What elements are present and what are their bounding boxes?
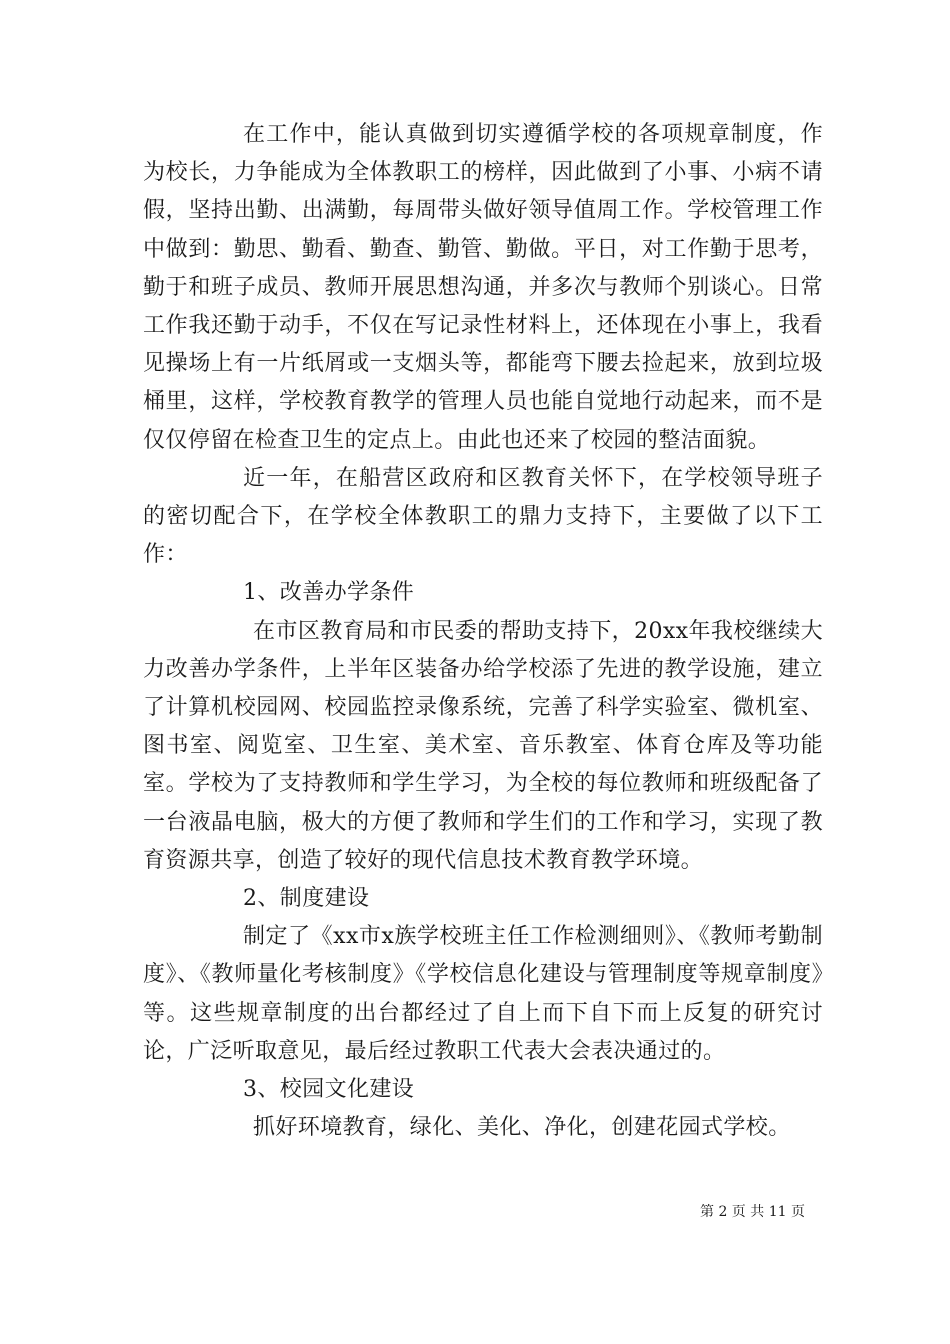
paragraph-yearly-summary: 近一年，在船营区政府和区教育关怀下，在学校领导班子的密切配合下，在学校全体教职工的鼎力支持下，主要做了以下工作：: [143, 465, 823, 568]
page-number-footer: 第 2 页 共 11 页: [700, 1204, 805, 1220]
paragraph-campus-culture: 抓好环境教育，绿化、美化、净化，创建花园式学校。: [253, 1115, 791, 1141]
section-heading-1: 1、改善办学条件: [243, 580, 415, 606]
section-heading-3: 3、校园文化建设: [243, 1077, 415, 1103]
section-heading-2: 2、制度建设: [243, 886, 370, 912]
paragraph-work-conduct: 在工作中，能认真做到切实遵循学校的各项规章制度，作为校长，力争能成为全体教职工的榜样，因此做到了小事、小病不请假，坚持出勤、出满勤，每周带头做好领导值周工作。学校管理工作中做到：勤思、勤看、勤查、勤管、勤做。平日，对工作勤于思考，勤于和班子成员、教师开展思想沟通，并多次与教师个别谈心。日常工作我还勤于动手，不仅在写记录性材料上，还体现在小事上，我看见操场上有一片纸屑或一支烟头等，都能弯下腰去捡起来，放到垃圾桶里，这样，学校教育教学的管理人员也能自觉地行动起来，而不是仅仅停留在检查卫生的定点上。由此也还来了校园的整洁面貌。: [143, 122, 823, 453]
document-body: [143, 116, 823, 1147]
paragraph-school-conditions: 在市区教育局和市民委的帮助支持下，20xx年我校继续大力改善办学条件，上半年区装备办给学校添了先进的教学设施，建立了计算机校园网、校园监控录像系统，完善了科学实验室、微机室、图书室、阅览室、卫生室、美术室、音乐教室、体育仓库及等功能室。学校为了支持教师和学生学习，为全校的每位教师和班级配备了一台液晶电脑，极大的方便了教师和学生们的工作和学习，实现了教育资源共享，创造了较好的现代信息技术教育教学环境。: [143, 618, 823, 873]
paragraph-regulations: 制定了《xx市x族学校班主任工作检测细则》、《教师考勤制度》、《教师量化考核制度》《学校信息化建设与管理制度等规章制度》等。这些规章制度的出台都经过了自上而下自下而上反复的研究讨论，广泛听取意见，最后经过教职工代表大会表决通过的。: [143, 924, 823, 1064]
